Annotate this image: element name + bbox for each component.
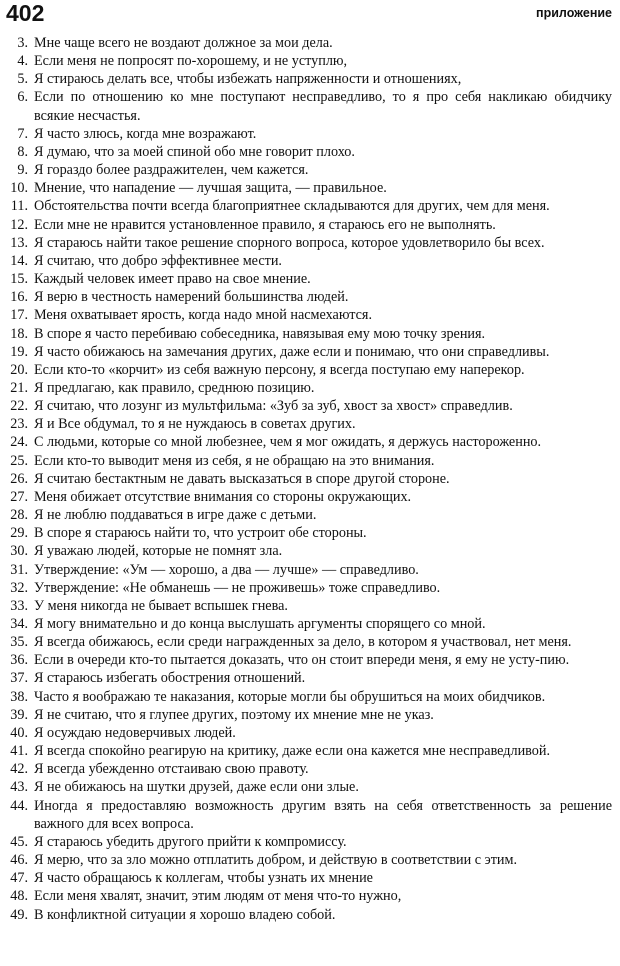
list-item bbox=[0, 887, 620, 905]
item-text: Если кто-то выводит меня из себя, я не обращаю на это внимания. bbox=[34, 452, 435, 469]
item-number: 14. bbox=[10, 252, 28, 269]
item-number: 21. bbox=[10, 379, 28, 396]
item-text: Если кто-то «корчит» из себя важную персону, я всегда поступаю ему наперекор. bbox=[34, 361, 525, 378]
item-number: 31. bbox=[10, 561, 28, 578]
list-item bbox=[0, 397, 620, 415]
item-number: 48. bbox=[10, 888, 28, 905]
list-item bbox=[0, 833, 620, 851]
item-text: Если меня не попросят по-хорошему, и не уступлю, bbox=[34, 53, 348, 70]
item-text: Иногда я предоставляю возможность другим взять на себя ответственность за решение важного для всех вопроса. bbox=[34, 797, 612, 832]
item-text: Я часто обращаюсь к коллегам, чтобы узнать их мнение bbox=[34, 870, 373, 887]
list-item bbox=[0, 70, 620, 88]
list-item bbox=[0, 270, 620, 288]
item-text: Если меня хвалят, значит, этим людям от меня что-то нужно, bbox=[34, 888, 402, 905]
list-item bbox=[0, 288, 620, 306]
item-text: Утверждение: «Ум — хорошо, а два — лучше» — справедливо. bbox=[34, 561, 419, 578]
item-number: 23. bbox=[10, 416, 28, 433]
item-text: Если в очереди кто-то пытается доказать, что он стоит впереди меня, я ему не усту-пию. bbox=[34, 652, 570, 669]
item-text: Я думаю, что за моей спиной обо мне говорит плохо. bbox=[34, 143, 355, 160]
item-number: 38. bbox=[10, 688, 28, 705]
item-text: Я стараюсь убедить другого прийти к компромиссу. bbox=[34, 833, 347, 850]
item-text: Я и Все обдумал, то я не нуждаюсь в советах других. bbox=[34, 416, 356, 433]
list-item bbox=[0, 234, 620, 252]
item-number: 27. bbox=[10, 488, 28, 505]
item-number: 18. bbox=[10, 325, 28, 342]
list-item bbox=[0, 161, 620, 179]
page-number: 402 bbox=[6, 0, 45, 26]
item-number: 20. bbox=[10, 361, 28, 378]
list-item bbox=[0, 706, 620, 724]
list-item bbox=[0, 415, 620, 433]
item-text: Я стараюсь найти такое решение спорного вопроса, которое удовлетворило бы всех. bbox=[34, 234, 545, 251]
item-number: 11. bbox=[10, 198, 28, 215]
item-text: Я могу внимательно и до конца выслушать аргументы спорящего со мной. bbox=[34, 616, 486, 632]
item-number: 35. bbox=[10, 634, 28, 651]
list-item bbox=[0, 542, 620, 560]
item-text: Я считаю бестактным не давать высказаться в споре другой стороне. bbox=[34, 470, 450, 487]
item-text: Утверждение: «Не обманешь — не проживешь» тоже справедливо. bbox=[34, 579, 441, 596]
item-number: 26. bbox=[10, 470, 28, 487]
item-number: 46. bbox=[10, 852, 28, 869]
item-text: В конфликтной ситуации я хорошо владею собой. bbox=[34, 906, 336, 923]
questionnaire-list bbox=[0, 34, 620, 924]
item-text: Я не считаю, что я глупее других, поэтому их мнение мне не указ. bbox=[34, 706, 434, 723]
item-number: 36. bbox=[10, 652, 28, 669]
item-text: Я стираюсь делать все, чтобы избежать напряженности и отношениях, bbox=[34, 71, 462, 88]
item-number: 7. bbox=[17, 125, 28, 142]
item-text: Мнение, что нападение — лучшая защита, — правильное. bbox=[34, 180, 387, 197]
item-number: 39. bbox=[10, 706, 28, 723]
item-number: 43. bbox=[10, 779, 28, 796]
list-item bbox=[0, 88, 620, 124]
page-header bbox=[6, 0, 612, 30]
item-number: 12. bbox=[10, 216, 28, 233]
item-number: 42. bbox=[10, 761, 28, 778]
item-text: Мне чаще всего не воздают должное за мои дела. bbox=[34, 35, 333, 51]
item-text: В споре я часто перебиваю собеседника, навязывая ему мою точку зрения. bbox=[34, 325, 486, 342]
list-item bbox=[0, 651, 620, 669]
item-text: Каждый человек имеет право на свое мнение. bbox=[34, 271, 311, 288]
list-item bbox=[0, 252, 620, 270]
list-item bbox=[0, 306, 620, 324]
item-text: Меня обижает отсутствие внимания со стороны окружающих. bbox=[34, 488, 412, 505]
list-item bbox=[0, 216, 620, 234]
item-text: В споре я стараюсь найти то, что устроит обе стороны. bbox=[34, 525, 367, 542]
item-number: 4. bbox=[17, 53, 28, 70]
item-text: Я считаю, что лозунг из мультфильма: «Зуб за зуб, хвост за хвост» справедлив. bbox=[34, 398, 513, 415]
item-number: 34. bbox=[10, 616, 28, 632]
item-text: Я гораздо более раздражителен, чем кажется. bbox=[34, 162, 309, 179]
item-text: Я всегда убежденно отстаиваю свою правоту. bbox=[34, 761, 309, 778]
item-text: Я уважаю людей, которые не помнят зла. bbox=[34, 543, 283, 560]
item-number: 15. bbox=[10, 271, 28, 288]
item-number: 16. bbox=[10, 289, 28, 306]
list-item bbox=[0, 906, 620, 924]
item-number: 10. bbox=[10, 180, 28, 197]
list-item bbox=[0, 797, 620, 833]
item-text: Я не обижаюсь на шутки друзей, даже если они злые. bbox=[34, 779, 359, 796]
list-item bbox=[0, 325, 620, 343]
item-number: 22. bbox=[10, 398, 28, 415]
list-item bbox=[0, 742, 620, 760]
list-item bbox=[0, 778, 620, 796]
item-text: Если по отношению ко мне поступают несправедливо, то я про себя накликаю обидчику всякие несчастья. bbox=[34, 89, 612, 124]
list-item bbox=[0, 143, 620, 161]
list-item bbox=[0, 760, 620, 778]
item-number: 17. bbox=[10, 307, 28, 324]
item-text: Я предлагаю, как правило, среднюю позицию. bbox=[34, 379, 315, 396]
item-number: 44. bbox=[10, 797, 28, 814]
item-text: Я не люблю поддаваться в игре даже с детьми. bbox=[34, 507, 317, 524]
item-text: Я осуждаю недоверчивых людей. bbox=[34, 724, 236, 741]
list-item bbox=[0, 615, 620, 633]
item-text: Я стараюсь избегать обострения отношений. bbox=[34, 670, 306, 687]
list-item bbox=[0, 851, 620, 869]
list-item bbox=[0, 579, 620, 597]
list-item bbox=[0, 561, 620, 579]
item-number: 6. bbox=[17, 89, 28, 106]
item-number: 30. bbox=[10, 543, 28, 560]
item-text: Я всегда спокойно реагирую на критику, даже если она кажется мне несправедливой. bbox=[34, 743, 551, 760]
item-number: 47. bbox=[10, 870, 28, 887]
item-number: 28. bbox=[10, 507, 28, 524]
list-item bbox=[0, 379, 620, 397]
item-text: С людьми, которые со мной любезнее, чем я мог ожидать, я держусь настороженно. bbox=[34, 434, 542, 451]
list-item bbox=[0, 179, 620, 197]
item-number: 37. bbox=[10, 670, 28, 687]
item-number: 3. bbox=[17, 35, 28, 51]
list-item bbox=[0, 125, 620, 143]
item-number: 45. bbox=[10, 833, 28, 850]
item-number: 49. bbox=[10, 906, 28, 923]
item-number: 5. bbox=[17, 71, 28, 88]
list-item bbox=[0, 34, 620, 52]
list-item bbox=[0, 52, 620, 70]
item-number: 33. bbox=[10, 597, 28, 614]
list-item bbox=[0, 524, 620, 542]
list-item bbox=[0, 724, 620, 742]
item-number: 40. bbox=[10, 724, 28, 741]
list-item bbox=[0, 506, 620, 524]
item-text: У меня никогда не бывает вспышек гнева. bbox=[34, 597, 288, 614]
item-text: Я считаю, что добро эффективнее мести. bbox=[34, 252, 282, 269]
item-number: 19. bbox=[10, 343, 28, 360]
list-item bbox=[0, 361, 620, 379]
item-text: Я мерю, что за зло можно отплатить добром, и действую в соответствии с этим. bbox=[34, 852, 518, 869]
item-text: Меня охватывает ярость, когда надо мной насмехаются. bbox=[34, 307, 373, 324]
list-item bbox=[0, 597, 620, 615]
item-number: 25. bbox=[10, 452, 28, 469]
item-text: Я верю в честность намерений большинства людей. bbox=[34, 289, 349, 306]
list-item bbox=[0, 688, 620, 706]
item-text: Я часто злюсь, когда мне возражают. bbox=[34, 125, 257, 142]
item-text: Если мне не нравится установленное правило, я стараюсь его не выполнять. bbox=[34, 216, 496, 233]
list-item bbox=[0, 343, 620, 361]
list-item bbox=[0, 197, 620, 215]
list-item bbox=[0, 488, 620, 506]
item-text: Обстоятельства почти всегда благоприятнее складываются для других, чем для меня. bbox=[34, 198, 550, 215]
list-item bbox=[0, 633, 620, 651]
item-number: 32. bbox=[10, 579, 28, 596]
list-item bbox=[0, 470, 620, 488]
item-text: Я всегда обижаюсь, если среди награжденных за дело, в котором я участвовал, нет меня. bbox=[34, 634, 572, 651]
item-number: 24. bbox=[10, 434, 28, 451]
item-number: 41. bbox=[10, 743, 28, 760]
item-number: 8. bbox=[17, 143, 28, 160]
list-item bbox=[0, 669, 620, 687]
item-text: Часто я воображаю те наказания, которые могли бы обрушиться на моих обидчиков. bbox=[34, 688, 546, 705]
item-number: 29. bbox=[10, 525, 28, 542]
item-number: 13. bbox=[10, 234, 28, 251]
item-text: Я часто обижаюсь на замечания других, даже если и понимаю, что они справедливы. bbox=[34, 343, 550, 360]
list-item bbox=[0, 433, 620, 451]
list-item bbox=[0, 452, 620, 470]
running-head: приложение bbox=[536, 6, 612, 20]
item-number: 9. bbox=[17, 162, 28, 179]
list-item bbox=[0, 869, 620, 887]
